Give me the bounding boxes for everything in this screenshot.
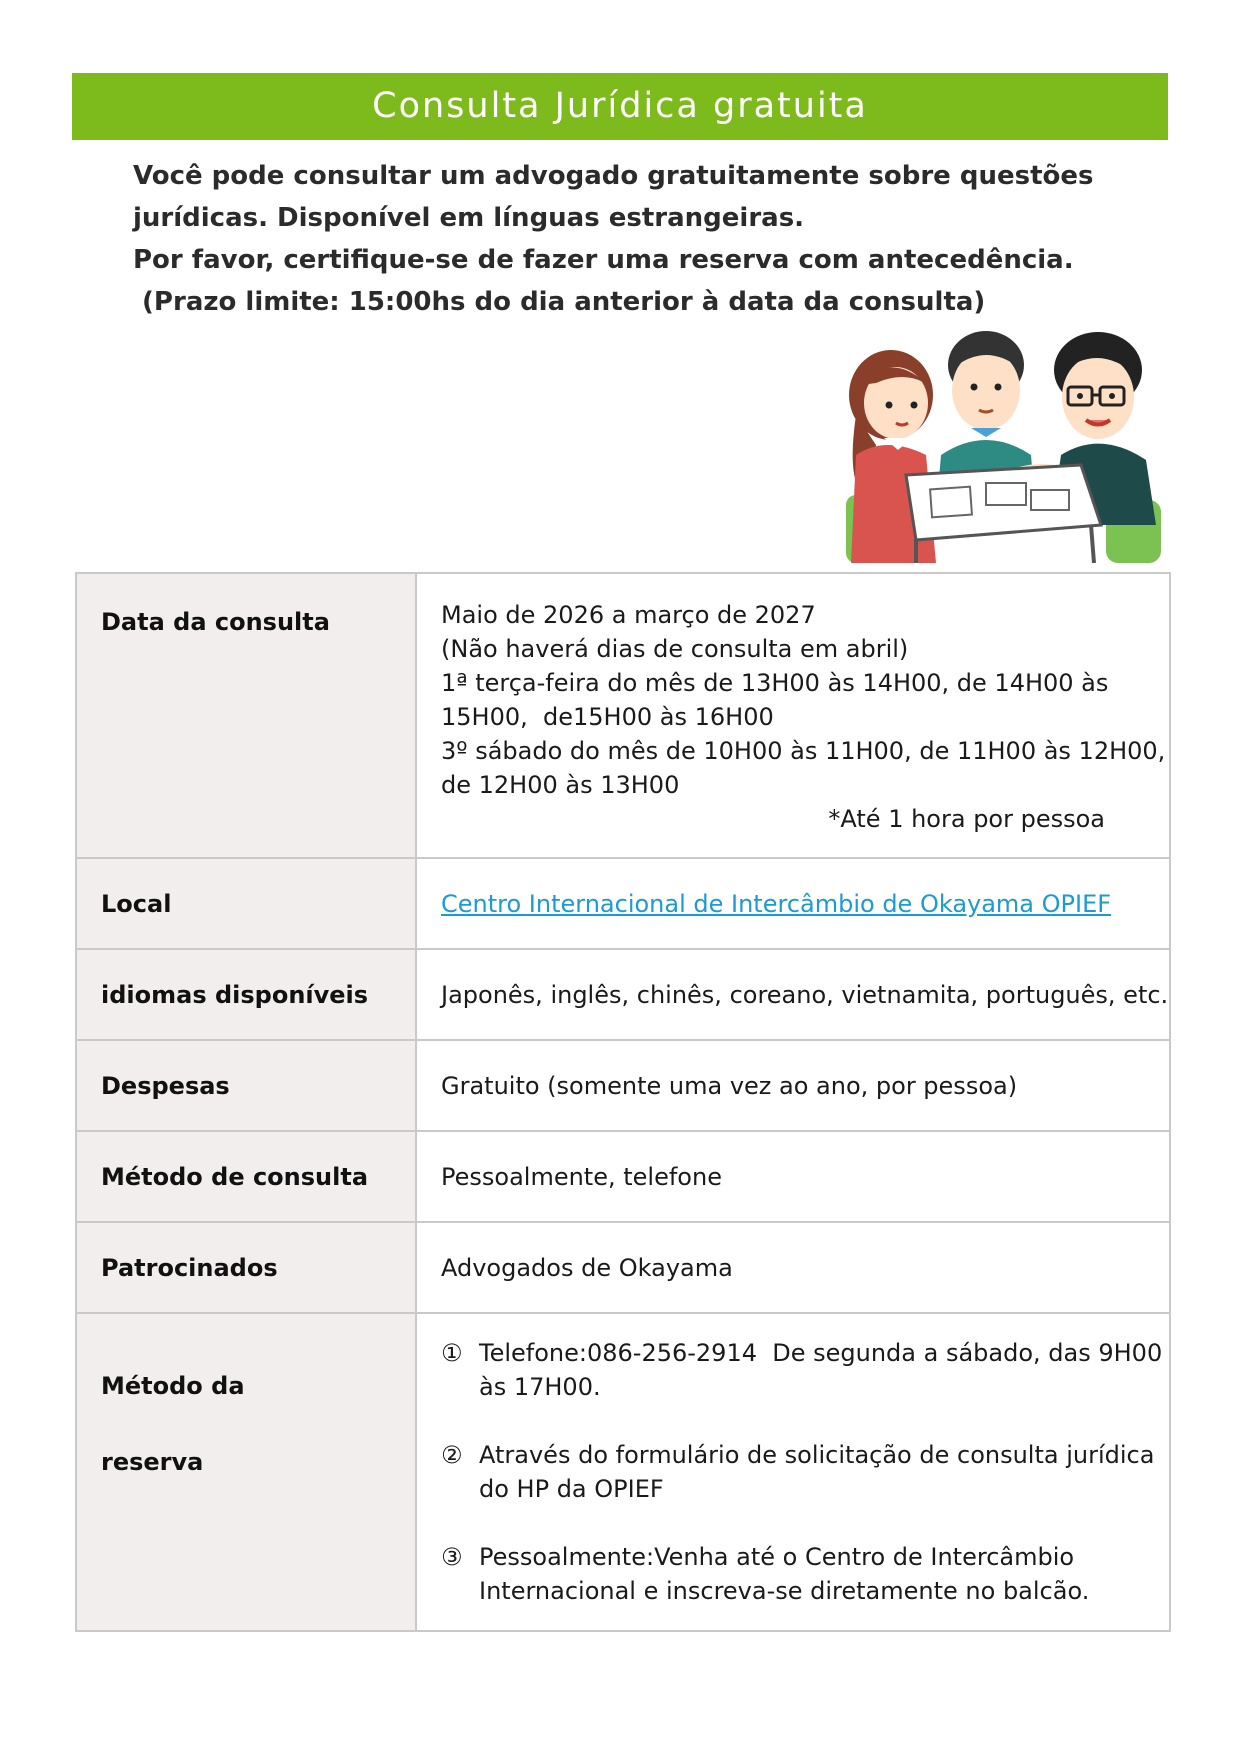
row-label: Método de consulta [76,1131,416,1222]
intro-line: jurídicas. Disponível em línguas estrangeiras. [133,203,805,233]
table-row-sponsor [76,1222,1170,1313]
info-table [75,572,1171,1632]
table-row-expenses [76,1040,1170,1131]
time-limit-note: *Até 1 hora por pessoa [828,805,1105,833]
reservation-item-text: Internacional e inscreva-se diretamente no balcão. [479,1577,1090,1605]
table-row-local [76,858,1170,949]
reservation-label-line: Método da [101,1372,245,1400]
reservation-item-text: Através do formulário de solicitação de consulta jurídica [479,1441,1155,1469]
table-row-date [76,573,1170,858]
date-line: de 12H00 às 13H00 [441,771,680,799]
row-value-date [416,573,1170,858]
row-label: Local [76,858,416,949]
intro-text [133,155,1133,323]
date-line: 15H00, de15H00 às 16H00 [441,703,774,731]
reservation-item-text: Telefone:086-256-2914 De segunda a sábado, das 9H00 [479,1339,1163,1367]
row-label: Patrocinados [76,1222,416,1313]
circled-number-2: ② [441,1441,463,1469]
row-value-local [416,858,1170,949]
date-line: (Não haverá dias de consulta em abril) [441,635,909,663]
circled-number-1: ① [441,1339,463,1367]
reservation-item-phone [441,1336,1163,1370]
reservation-item-text: às 17H00. [479,1373,601,1401]
consultation-illustration [836,325,1166,563]
reservation-item-form [441,1438,1155,1472]
row-value-reservation [416,1313,1170,1631]
circled-number-3: ③ [441,1543,463,1571]
table-row-method [76,1131,1170,1222]
table-row-reservation [76,1313,1170,1631]
row-label: idiomas disponíveis [76,949,416,1040]
date-line: 1ª terça-feira do mês de 13H00 às 14H00, de 14H00 às [441,669,1109,697]
intro-line: Por favor, certifique-se de fazer uma reserva com antecedência. [133,245,1074,275]
reservation-item-text: do HP da OPIEF [479,1475,664,1503]
row-value-languages: Japonês, inglês, chinês, coreano, vietnamita, português, etc. [416,949,1170,1040]
row-value-sponsor: Advogados de Okayama [416,1222,1170,1313]
intro-line: (Prazo limite: 15:00hs do dia anterior à data da consulta) [133,287,986,317]
row-label-reservation [76,1313,416,1631]
row-value-expenses: Gratuito (somente uma vez ao ano, por pessoa) [416,1040,1170,1131]
page-title-banner [72,73,1168,140]
date-line: 3º sábado do mês de 10H00 às 11H00, de 11H00 às 12H00, [441,737,1166,765]
date-line: Maio de 2026 a março de 2027 [441,601,816,629]
reservation-item-in-person [441,1540,1145,1574]
row-label: Despesas [76,1040,416,1131]
intro-line: Você pode consultar um advogado gratuitamente sobre questões [133,161,1094,191]
reservation-item-text: Pessoalmente:Venha até o Centro de Intercâmbio [479,1543,1075,1571]
table-row-languages [76,949,1170,1040]
opief-link[interactable]: Centro Internacional de Intercâmbio de Okayama OPIEF [441,889,1112,918]
page-title: Consulta Jurídica gratuita [372,86,868,126]
row-label: Data da consulta [76,573,416,858]
reservation-label-line: reserva [101,1448,204,1476]
row-value-method: Pessoalmente, telefone [416,1131,1170,1222]
